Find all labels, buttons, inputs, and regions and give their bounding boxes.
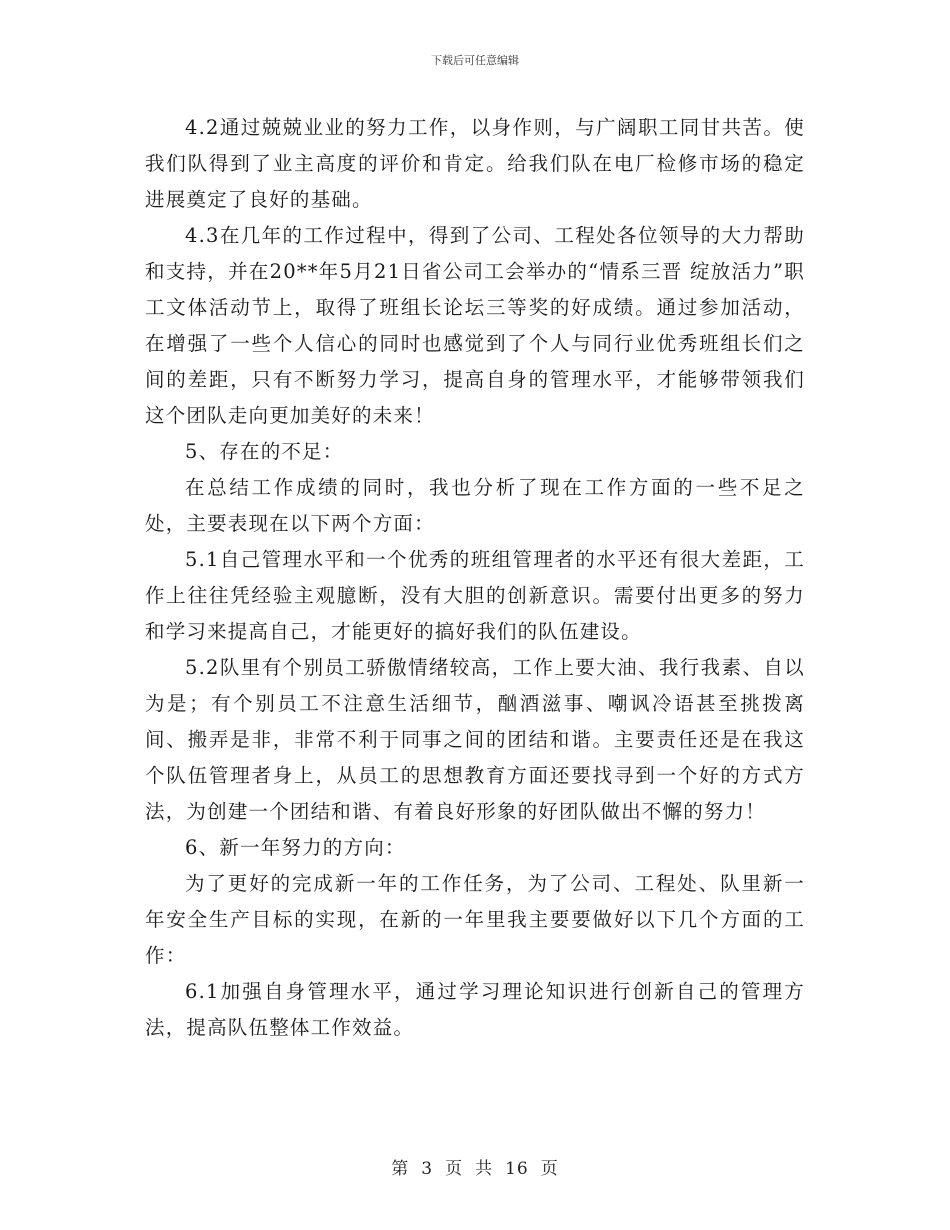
paragraph-6-1: 6.1加强自身管理水平，通过学习理论知识进行创新自己的管理方法，提高队伍整体工作效益。: [145, 980, 805, 1039]
document-body: [145, 110, 805, 1046]
footer-label-gong: 共: [475, 1159, 494, 1179]
footer-label-di: 第: [391, 1159, 410, 1179]
paragraph-5-1: 5.1自己管理水平和一个优秀的班组管理者的水平还有很大差距，工作上往往凭经验主观臆断，没有大胆的创新意识。需要付出更多的努力和学习来提高自己，才能更好的搞好我们的队伍建设。: [145, 548, 805, 643]
total-page-count: 16: [505, 1159, 529, 1179]
section-heading-5: 5、存在的不足：: [185, 440, 344, 463]
paragraph-5-intro: 在总结工作成绩的同时，我也分析了现在工作方面的一些不足之处，主要表现在以下两个方面：: [145, 476, 805, 535]
paragraph-6-intro: 为了更好的完成新一年的工作任务，为了公司、工程处、队里新一年安全生产目标的实现，在新的一年里我主要要做好以下几个方面的工作：: [145, 872, 805, 967]
footer-label-ye: 页: [445, 1159, 464, 1179]
paragraph-4-3: 4.3在几年的工作过程中，得到了公司、工程处各位领导的大力帮助和支持，并在20**年5月21日省公司工会举办的“情系三晋 绽放活力”职工文体活动节上，取得了班组长论坛三等奖的好成绩。通过参加活动，在增强了一些个人信心的同时也感觉到了个人与同行业优秀班组长们之间的差距，只有不断努力学习，提高自身的管理水平，才能够带领我们这个团队走向更加美好的未来！: [145, 224, 805, 427]
page-header: 下载后可任意编辑: [431, 54, 519, 67]
page-footer: [0, 1154, 950, 1179]
current-page-number: 3: [421, 1159, 434, 1179]
section-heading-6: 6、新一年努力的方向：: [185, 836, 406, 859]
paragraph-5-2: 5.2队里有个别员工骄傲情绪较高，工作上要大油、我行我素、自以为是；有个别员工不注意生活细节，酗酒滋事、嘲讽冷语甚至挑拨离间、搬弄是非，非常不利于同事之间的团结和谐。主要责任还是在我这个队伍管理者身上，从员工的思想教育方面还要找寻到一个好的方式方法，为创建一个团结和谐、有着良好形象的好团队做出不懈的努力！: [145, 656, 805, 823]
footer-label-ye-2: 页: [540, 1159, 559, 1179]
paragraph-4-2: 4.2通过兢兢业业的努力工作，以身作则，与广阔职工同甘共苦。使我们队得到了业主高度的评价和肯定。给我们队在电厂检修市场的稳定进展奠定了良好的基础。: [145, 116, 805, 211]
